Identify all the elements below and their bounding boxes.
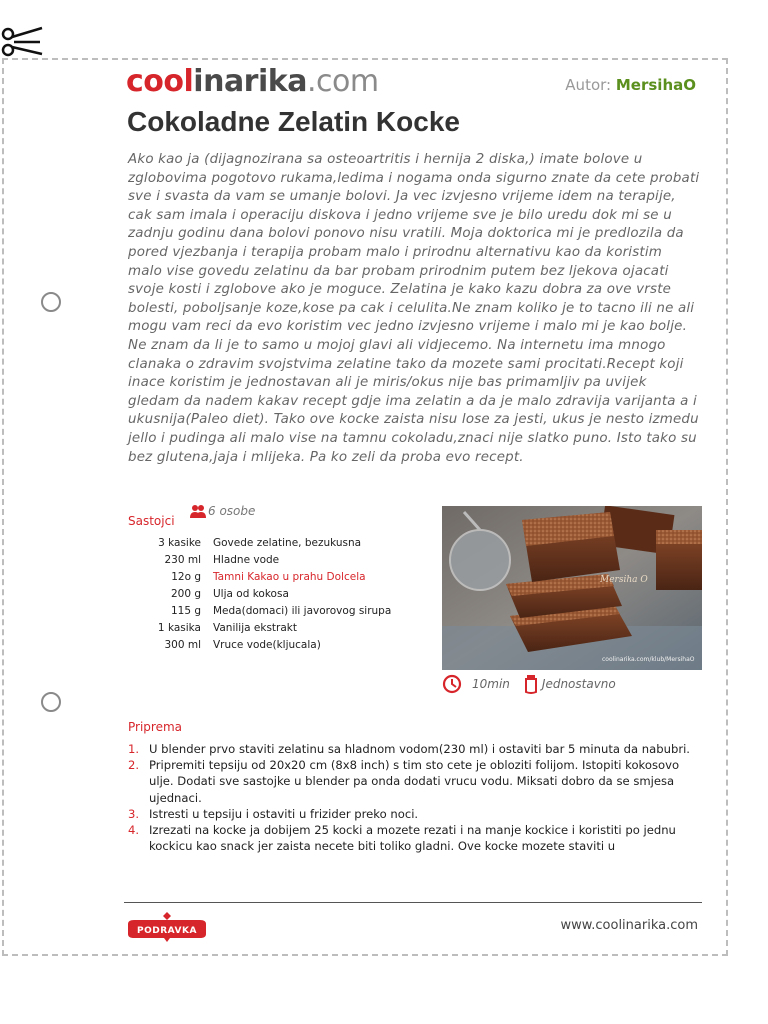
ingredient-row (150, 534, 391, 551)
ingredient-name: Meda(domaci) ili javorovog sirupa (213, 604, 392, 617)
ingredient-row (150, 619, 391, 636)
ingredient-name: Govede zelatine, bezukusna (213, 536, 362, 549)
step-item (128, 806, 702, 822)
podravka-logo[interactable] (126, 910, 208, 944)
ingredient-row (150, 585, 391, 602)
servings-label: 6 osobe (208, 504, 256, 518)
step-number: 4. (128, 823, 140, 838)
ingredient-name: Hladne vode (213, 553, 280, 566)
ingredient-quantity: 115 g (170, 604, 201, 617)
time-item (442, 674, 510, 694)
footer-website[interactable]: www.coolinarika.com (560, 918, 698, 933)
ingredients-heading: Sastojci (128, 514, 175, 528)
ingredient-quantity: 3 kasike (158, 536, 201, 549)
author-name[interactable]: MersihaO (615, 76, 696, 94)
ingredient-quantity: 1 kasika (157, 621, 201, 634)
punch-hole-bottom (41, 692, 61, 712)
ingredient-name: Vruce vode(kljucala) (213, 638, 321, 651)
author-line (565, 76, 696, 94)
time-label: 10min (472, 677, 510, 691)
ingredient-row (150, 636, 391, 653)
recipe-photo (442, 506, 702, 670)
step-number: 3. (128, 806, 140, 821)
chef-hat-icon (524, 674, 538, 694)
logo-part-1: cool (126, 64, 194, 99)
difficulty-item (524, 674, 616, 694)
step-text: Izrezati na kocke ja dobijem 25 kocki a mozete rezati i na manje kockice i koristiti po jednu kockicu kao snack jer zaista necete biti toliko gladni. Ove kocke mozete staviti u (149, 823, 676, 854)
recipe-meta (442, 674, 630, 694)
ingredient-name: Vanilija ekstrakt (213, 621, 297, 634)
clock-icon (442, 674, 462, 694)
ingredient-quantity: 300 ml (164, 638, 201, 651)
podravka-logo-text: PODRAVKA (137, 926, 197, 936)
photo-credit: coolinarika.com/klub/MersihaO (602, 656, 695, 663)
preparation-steps (128, 741, 702, 854)
step-text: Istresti u tepsiju i ostaviti u frizider preko noci. (149, 806, 419, 821)
coolinarika-logo[interactable] (126, 64, 379, 100)
ingredient-row (150, 602, 391, 619)
recipe-intro: Ako kao ja (dijagnozirana sa osteoartritis i hernija 2 diska,) imate bolove u zglobovima pogotovo rukama,ledima i nogama onda sigurno znate da cete probati sve i svasta da vam se umanje bolovi. Ja vec izvjesno vrijeme idem na terapije, cak sam imala i operaciju diskova i jedno vrijeme sve je bilo uredu dok mi se u zadnju godinu dana bolovi ponovo nisu vratili. Moja doktorica mi je predlozila da pored vjezbanja i terapija probam malo i prirodnu alternativu kao da koristim malo vise govedu zelatinu da bar probam prirodnim putem bez ljekova ojacati svoje kosti i zglobove ako je moguce. Zelatina je kako kazu dobra za ove vrste bolesti, poboljsanje koze,kose pa cak i celulita.Ne znam koliko je to tacno ili ne ali mogu vam reci da evo koristim vec jedno izvjesno vrijeme i malo mi je kao bolje. Ne znam da li je to samo u mojoj glavi ali vidjecemo. Na internetu ima mnogo clanaka o zdravim svojstvima zelatine tako da mozete sami procitati.Recept koji inace koristim je jednostavan ali je miris/okus nije bas primamljiv pa uvijek gledam da nadem kakav recept gdje ima zelatin a da je malo zdravija varijanta a i ukusnija(Paleo diet). Tako ove kocke zaista nisu lose za jesti, ukus je nesto izmedu jello i pudinga ali malo vise na tamnu cokoladu,znaci nije slatko puno. Isto tako su bez glutena,jaja i mlijeka. Pa ko zeli da proba evo recept. (128, 152, 700, 465)
ingredients-table (150, 534, 391, 653)
footer-divider (124, 902, 702, 903)
ingredient-row (150, 551, 391, 568)
step-item (128, 741, 702, 757)
photo-watermark: Mersiha O (600, 575, 648, 585)
step-text: Pripremiti tepsiju od 20x20 cm (8x8 inch) s tim sto cete je obloziti folijom. Istopiti kokosovo ulje. Dodati sve sastojke u blender pa onda dodati vrucu vodu. Miksati dobro da se smjesa ujednaci. (149, 758, 680, 805)
punch-hole-top (41, 292, 61, 312)
logo-part-3: .com (306, 64, 379, 99)
author-label: Autor: (565, 76, 612, 94)
step-item (128, 822, 702, 854)
recipe-title: Cokoladne Zelatin Kocke (127, 106, 460, 137)
step-text: U blender prvo staviti zelatinu sa hladnom vodom(230 ml) i ostaviti bar 5 minuta da nabubri. (149, 742, 690, 756)
ingredient-quantity: 200 g (170, 587, 201, 600)
scissors-icon (0, 24, 46, 60)
ingredient-name-link[interactable]: Tamni Kakao u prahu Dolcela (213, 570, 366, 583)
step-number: 1. (128, 742, 140, 756)
step-number: 2. (128, 758, 140, 773)
people-icon (190, 504, 206, 518)
ingredient-quantity: 230 ml (164, 553, 201, 566)
logo-part-2: inarika (193, 64, 307, 99)
step-item (128, 757, 702, 806)
ingredient-quantity: 12o g (171, 570, 201, 583)
difficulty-label: Jednostavno (541, 677, 616, 691)
ingredient-name: Ulja od kokosa (213, 587, 289, 600)
servings (190, 504, 255, 518)
ingredient-row (150, 568, 391, 585)
preparation-heading: Priprema (128, 720, 183, 734)
